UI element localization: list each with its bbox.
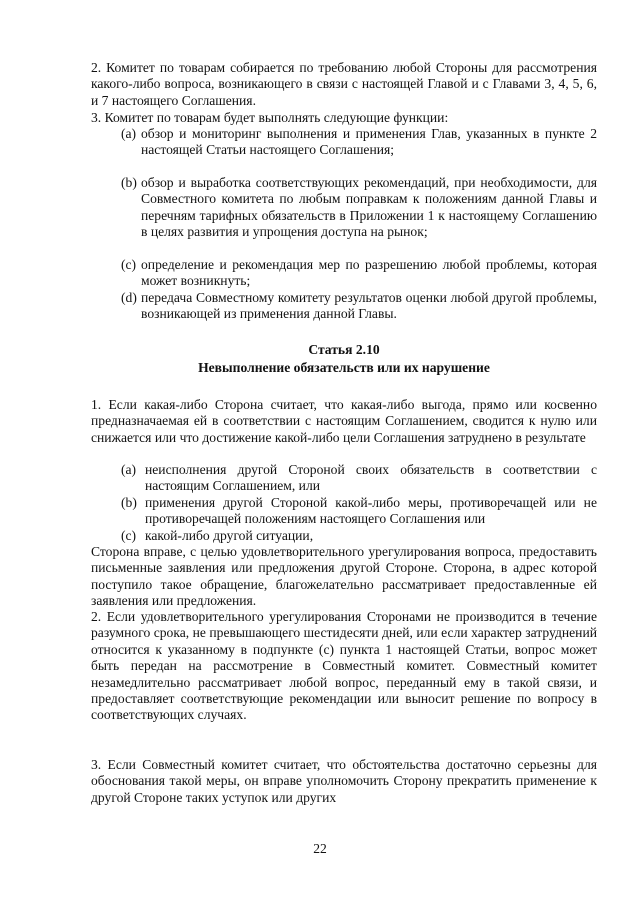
list-item-text: какой-либо другой ситуации, <box>145 528 314 543</box>
article-title: Невыполнение обязательств или их нарушение <box>198 360 490 375</box>
paragraph-2: 2. Комитет по товарам собирается по требованию любой Стороны для рассмотрения какого-либо вопроса, возникающего в связи с настоящей Главой и с Главами 3, 4, 5, 6, и 7 настоящего Соглашения. <box>91 60 597 108</box>
list-item-text: применения другой Стороной какой-либо меры, противоречащей или не противоречащей положениям настоящего Соглашения или <box>145 495 597 527</box>
case-item-b <box>121 495 597 528</box>
list-marker: (c) <box>121 257 137 272</box>
article-number: Статья 2.10 <box>308 342 380 357</box>
list-marker: (b) <box>121 175 137 190</box>
case-item-a <box>121 462 597 495</box>
page-number: 22 <box>313 841 327 856</box>
list-marker: (a) <box>121 462 137 477</box>
case-item-c <box>121 528 597 544</box>
function-item-a <box>121 126 597 159</box>
paragraph-3: 3. Комитет по товарам будет выполнять следующие функции: <box>91 110 449 125</box>
article-paragraph-2: 2. Если удовлетворительного урегулирования Сторонами не производится в течение разумного срока, не превышающего шестидесяти дней, или если характер затруднений относится к указанному в подпункте (с) пункта 1 настоящей Статьи, вопрос может быть передан на рассмотрение в Совместный комитет. Совместный комитет незамедлительно рассматривает любой вопрос, переданный ему в такой связи, и предоставляет соответствующие рекомендации или выносит решение по вопросу в соответствующих случаях. <box>91 609 597 723</box>
list-marker: (a) <box>121 126 137 141</box>
list-item-text: передача Совместному комитету результатов оценки любой другой проблемы, возникающей из применения данной Главы. <box>141 290 597 322</box>
list-marker: (b) <box>121 495 137 510</box>
article-paragraph-1: 1. Если какая-либо Сторона считает, что какая-либо выгода, прямо или косвенно предназначаемая ей в соответствии с настоящим Соглашением, сводится к нулю или снижается или что достижение какой-либо цели Соглашения затруднено в результате <box>91 397 597 445</box>
list-marker: (d) <box>121 290 137 305</box>
article-paragraph-3: 3. Если Совместный комитет считает, что обстоятельства достаточно серьезны для обоснования такой меры, он вправе уполномочить Сторону прекратить применение к другой Стороне таких уступок или других <box>91 757 597 805</box>
list-item-text: обзор и мониторинг выполнения и применения Глав, указанных в пункте 2 настоящей Статьи настоящего Соглашения; <box>141 126 597 158</box>
list-item-text: определение и рекомендация мер по разрешению любой проблемы, которая может возникнуть; <box>141 257 597 289</box>
list-item-text: неисполнения другой Стороной своих обязательств в соответствии с настоящим Соглашением, или <box>145 462 597 494</box>
function-item-d <box>121 290 597 323</box>
list-marker: (c) <box>121 528 137 543</box>
article-paragraph-1-continuation: Сторона вправе, с целью удовлетворительного урегулирования вопроса, предоставить письменные заявления или предложения другой Стороне. Сторона, в адрес которой поступило такое обращение, благожелательно рассматривает предоставленные ей заявления или предложения. <box>91 544 597 609</box>
function-item-c <box>121 257 597 290</box>
list-item-text: обзор и выработка соответствующих рекомендаций, при необходимости, для Совместного комитета по любым поправкам к положениям данной Главы и перечням тарифных обязательств в Приложении 1 к настоящему Соглашению в целях развития и упрощения доступа на рынок; <box>141 175 597 240</box>
function-item-b <box>121 175 597 241</box>
